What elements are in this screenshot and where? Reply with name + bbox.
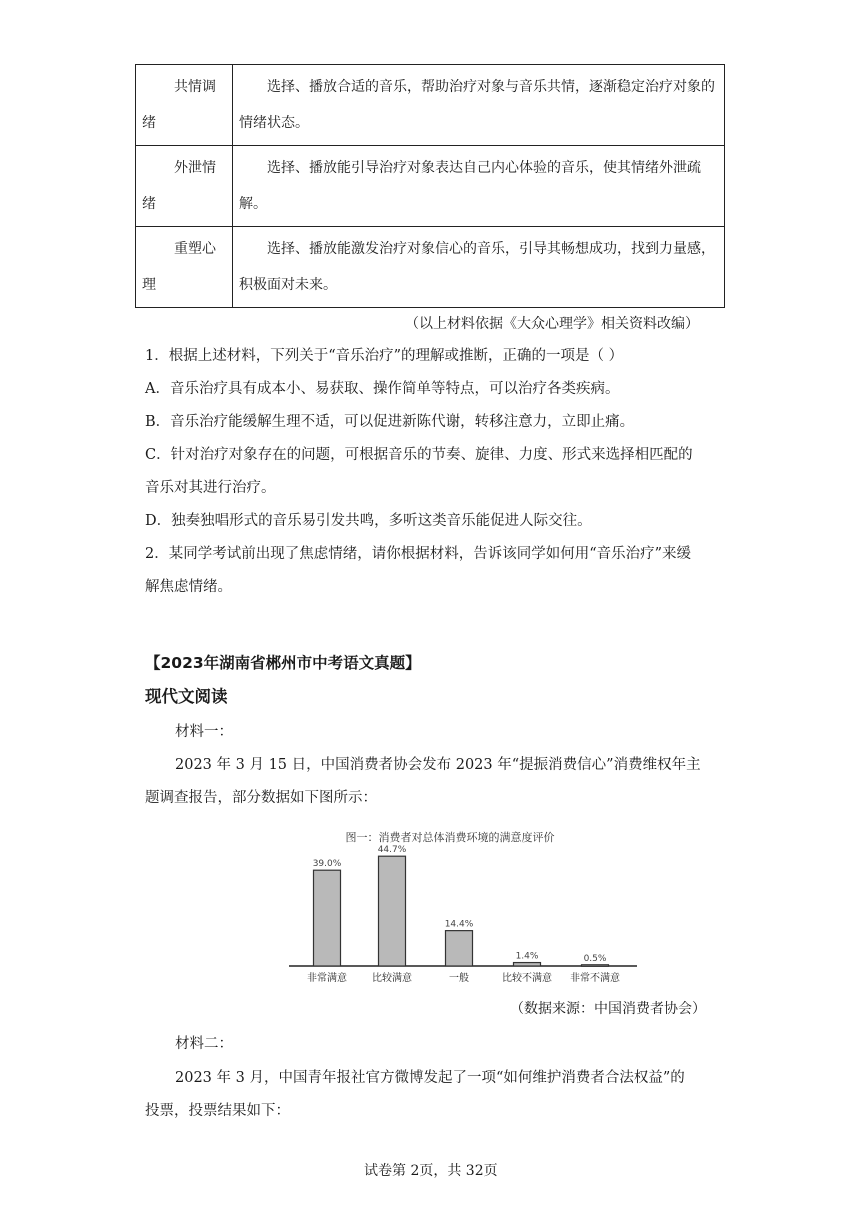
chart-source: （数据来源：中国消费者协会）: [510, 1001, 706, 1017]
question-2-continued: 解焦虑情绪。: [145, 579, 232, 595]
category-label: 比较满意: [372, 973, 412, 984]
subsection-title: 现代文阅读: [145, 687, 228, 706]
bar-value-label: 0.5%: [583, 953, 607, 964]
bar-value-label: 14.4%: [444, 919, 474, 930]
category-label: 非常满意: [307, 973, 347, 984]
option-b: B．音乐治疗能缓解生理不适，可以促进新陈代谢，转移注意力，立即止痛。: [145, 414, 635, 430]
material-1-text: 2023 年 3 月 15 日，中国消费者协会发布 2023 年“提振消费信心”消费维权年主: [175, 757, 701, 773]
option-c: C．针对治疗对象存在的问题，可根据音乐的节奏、旋律、力度、形式来选择相匹配的: [145, 447, 693, 463]
method-table: [135, 64, 725, 308]
row-description: 选择、播放能激发治疗对象信心的音乐，引导其畅想成功，找到力量感，积极面对未来。: [233, 227, 725, 308]
bar: [582, 965, 609, 967]
material-1-label: 材料一：: [175, 724, 233, 740]
page-footer: 试卷第 2页，共 32页: [364, 1163, 498, 1179]
satisfaction-bar-chart: [285, 823, 655, 993]
question-stem: 1．根据上述材料，下列关于“音乐治疗”的理解或推断，正确的一项是（ ）: [145, 348, 624, 364]
row-description: 选择、播放能引导治疗对象表达自己内心体验的音乐，使其情绪外泄疏解。: [233, 146, 725, 227]
option-d: D．独奏独唱形式的音乐易引发共鸣，多听这类音乐能促进人际交往。: [145, 513, 592, 529]
bar-value-label: 39.0%: [312, 859, 342, 870]
question-2: 2．某同学考试前出现了焦虑情绪，请你根据材料，告诉该同学如何用“音乐治疗”来缓: [145, 546, 692, 562]
category-label: 比较不满意: [502, 973, 552, 984]
table-row: [136, 65, 725, 146]
bar: [314, 870, 341, 966]
bar-value-label: 1.4%: [515, 951, 539, 962]
material-2-text-continued: 投票，投票结果如下：: [145, 1103, 290, 1119]
source-note: （以上材料依据《大众心理学》相关资料改编）: [405, 316, 699, 332]
category-label: 非常不满意: [570, 973, 620, 984]
row-description: 选择、播放合适的音乐，帮助治疗对象与音乐共情，逐渐稳定治疗对象的情绪状态。: [233, 65, 725, 146]
section-title: 【2023年湖南省郴州市中考语文真题】: [145, 654, 421, 672]
row-label: 共情调 绪: [136, 65, 233, 146]
bar-value-label: 44.7%: [377, 845, 407, 856]
question-1: [145, 340, 735, 604]
table-row: [136, 146, 725, 227]
option-c-continued: 音乐对其进行治疗。: [145, 480, 276, 496]
bar: [379, 856, 406, 966]
category-label: 一般: [449, 973, 469, 984]
row-label: 外泄情 绪: [136, 146, 233, 227]
bar: [446, 931, 473, 966]
row-label: 重塑心 理: [136, 227, 233, 308]
table-row: [136, 227, 725, 308]
material-1-text-continued: 题调查报告，部分数据如下图所示：: [145, 790, 377, 806]
chart-title: 图一：消费者对总体消费环境的满意度评价: [345, 831, 555, 844]
material-2-label: 材料二：: [175, 1036, 233, 1052]
bar: [514, 963, 541, 966]
option-a: A．音乐治疗具有成本小、易获取、操作简单等特点，可以治疗各类疾病。: [145, 381, 620, 397]
material-2-text: 2023 年 3 月，中国青年报社官方微博发起了一项“如何维护消费者合法权益”的: [175, 1070, 685, 1086]
